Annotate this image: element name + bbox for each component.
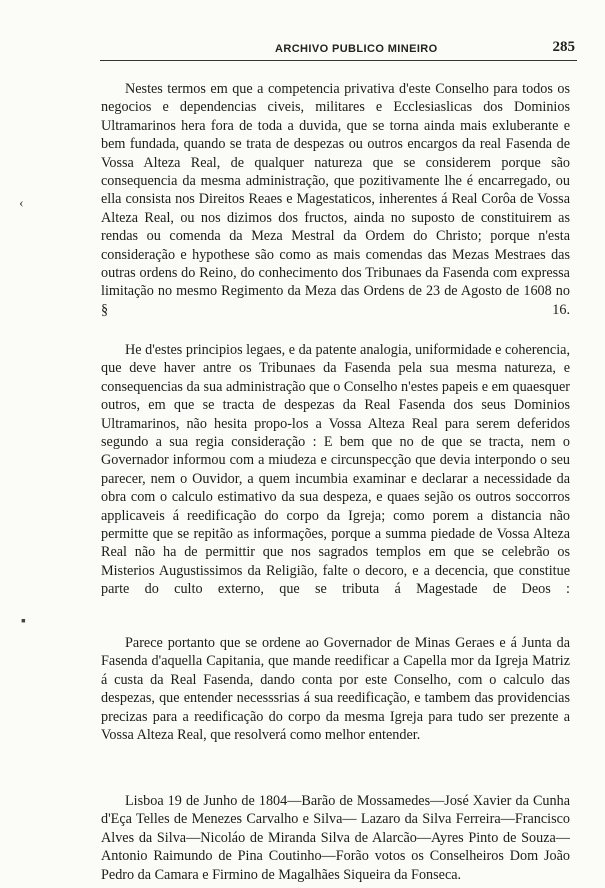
margin-mark: ▪ <box>21 614 26 629</box>
margin-mark: ‹ <box>19 196 24 211</box>
page-number: 285 <box>552 39 575 55</box>
signature-paragraph: Lisboa 19 de Junho de 1804—Barão de Mossamedes—José Xavier da Cunha d'Eça Telles de Menezes Carvalho e Silva— Lazaro da Silva Ferreira—Francisco Alves da Silva—Nicoláo de Miranda Silva de Alarcão—Ayres Pinto de Souza—Antonio Raimundo de Pina Coutinho—Forão votos os Conselheiros Dom João Pedro da Camara e Firmino de Magalhães Siqueira da Fonseca. <box>101 793 570 883</box>
paragraph-3: Parece portanto que se ordene ao Governador de Minas Geraes e á Junta da Fasenda d'aquella Capitania, que mande reedificar a Capella mor da Igreja Matriz á custa da Real Fasenda, dando conta por este Conselho, com o calculo das despezas, que entender necesssrias á sua reedificação, e tambem das providencias precizas para a reedificação do corpo da mesma Igreja para tudo ser prezente a Vossa Alteza Real, que resolverá como melhor entender. <box>101 635 570 744</box>
header-rule <box>100 60 577 61</box>
journal-title: ARCHIVO PUBLICO MINEIRO <box>275 43 438 55</box>
paragraph-1: Nestes termos em que a competencia privativa d'este Conselho para todos os negocios e dependencias civeis, militares e Ecclesiaslicas dos Dominios Ultramarinos hera fora de toda a duvida, que se torna ainda mais exluberante e bem fundada, quando se trata de despezas ou outros encargos da real Fasenda de Vossa Alteza Real, de qualquer natureza que se considerem porque são consequencia da mesma administração, que pozitivamente lhe é encarregado, ou ella consista nos Direitos Reaes e Magestaticos, inherentes á Real Corôa de Vossa Alteza Real, ou nos dizimos dos fructos, ainda no suposto de constituirem as rendas ou comenda da Meza Mestral da Ordem do Christo; porque n'esta consideração e hypothese são como as mais comendas das Mezas Mestraes das outras ordens do Reino, do conhecimento dos Tribunaes da Fasenda com expressa limitação no mesmo Regimento da Meza das Ordens de 23 de Agosto de 1608 no § 16. <box>101 81 570 318</box>
running-head <box>100 40 575 60</box>
paragraph-2: He d'estes principios legaes, e da patente analogia, uniformidade e coherencia, que deve haver antre os Tribunaes da Fasenda pela sua mesma natureza, e consequencias da sua administração que o Conselho n'estes papeis e em quaesquer outros, em que se tracta de despezas da Real Fasenda dos seus Dominios Ultramarinos, não hesita propo-los a Vossa Alteza Real para serem deferidos segundo a sua regia consideração : E bem que no de que se tracta, nem o Governador informou com a miudeza e circunspecção que devia interpondo o seu parecer, nem o Ouvidor, a quem incumbia examinar e declarar a necessidade da obra com o calculo estimativo da sua despeza, e quaes sejão os outros soccorros applicaveis á reedificação do corpo da Igreja; como porem a distancia não permitte que se repitão as informações, porque a summa piedade de Vossa Alteza Real não ha de permittir que nos sagrados templos em que se celebrão os Misterios Augustissimos da Religião, falte o decoro, e a decencia, que constitue parte do culto externo, que se tributa á Magestade de Deos : <box>101 342 570 598</box>
